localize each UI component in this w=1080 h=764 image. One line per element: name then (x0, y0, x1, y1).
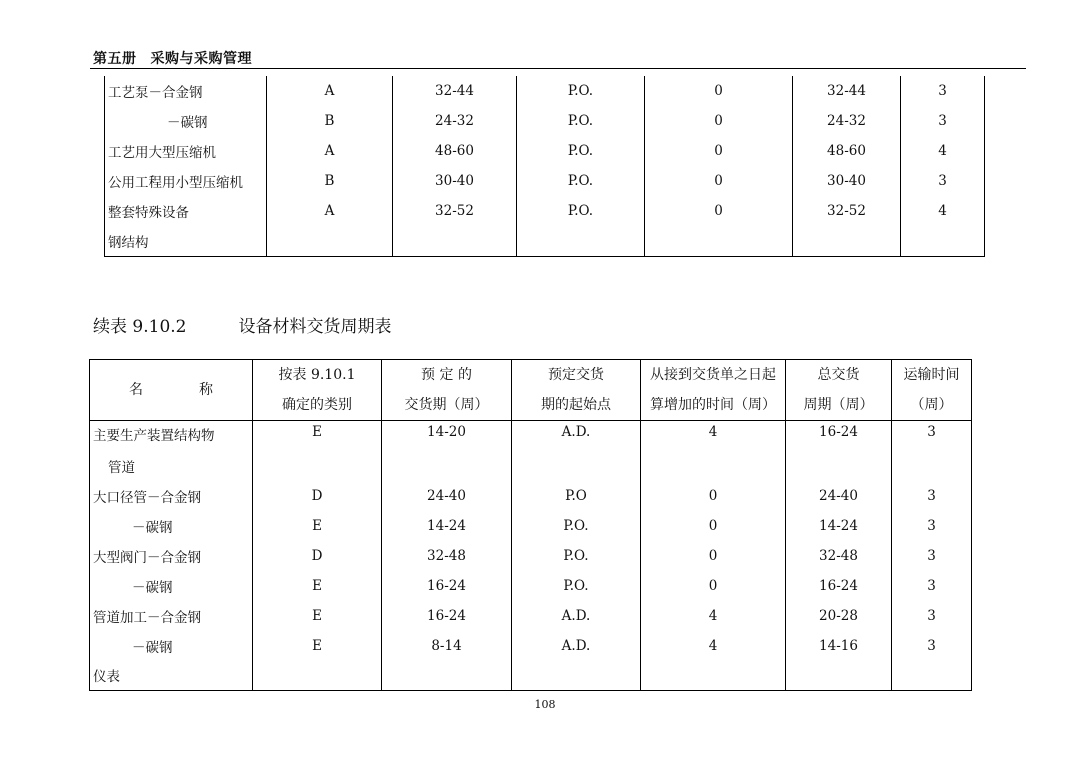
table-cell (641, 451, 786, 481)
table-cell (793, 226, 901, 256)
table-cell: 4 (901, 196, 985, 226)
table-cell: A (267, 196, 393, 226)
table-cell: E (253, 631, 382, 661)
table-cell: 32-52 (393, 196, 517, 226)
column-header (892, 360, 972, 421)
table-cell: P.O. (517, 106, 645, 136)
table-row (90, 421, 972, 451)
row-name-cell: －碳钢 (105, 106, 267, 136)
table-cell: 3 (892, 421, 972, 451)
table-caption (93, 312, 391, 337)
table-cell: P.O. (512, 511, 641, 541)
header-line: 算增加的时间（周） (650, 397, 776, 413)
table-cell: 14-20 (382, 421, 512, 451)
header-line: 期的起始点 (541, 397, 611, 413)
header-line: 预定交货 (548, 367, 604, 383)
table-cell: 4 (901, 136, 985, 166)
header-line: 周期（周） (803, 397, 874, 413)
table-row (90, 541, 972, 571)
table-row (90, 511, 972, 541)
table-cell (786, 451, 892, 481)
row-name-cell: 仪表 (90, 661, 253, 691)
table-cell: 16-24 (786, 421, 892, 451)
table-cell: 3 (892, 631, 972, 661)
table-cell (512, 661, 641, 691)
table-cell: 32-48 (786, 541, 892, 571)
table-cell (382, 661, 512, 691)
table-row (105, 106, 985, 136)
table-cell (901, 226, 985, 256)
table-cell: 8-14 (382, 631, 512, 661)
table-cell (267, 226, 393, 256)
row-name-cell: －碳钢 (90, 631, 253, 661)
table-cell: 24-40 (786, 481, 892, 511)
table-cell: B (267, 106, 393, 136)
header-line: 按表 9.10.1 (278, 367, 356, 383)
caption-title: 设备材料交货周期表 (238, 317, 392, 337)
table-row (105, 166, 985, 196)
row-name-cell: 公用工程用小型压缩机 (105, 166, 267, 196)
table-cell: 48-60 (793, 136, 901, 166)
table-cell: 0 (641, 481, 786, 511)
table-cell (253, 661, 382, 691)
table-row (90, 661, 972, 691)
header-line: 预 定 的 (421, 367, 472, 383)
continued-table (104, 76, 985, 257)
table-cell: D (253, 541, 382, 571)
header-rule (90, 68, 1026, 69)
row-name-cell: 大口径管－合金钢 (90, 481, 253, 511)
table-cell: A.D. (512, 421, 641, 451)
table-cell: 4 (641, 421, 786, 451)
row-name-cell: 整套特殊设备 (105, 196, 267, 226)
table-row (105, 136, 985, 166)
table-cell: 30-40 (393, 166, 517, 196)
row-name-cell: －碳钢 (90, 511, 253, 541)
header-line: （周） (910, 397, 953, 413)
row-name-cell: 管道 (90, 451, 253, 481)
table-cell (892, 451, 972, 481)
table-cell (645, 226, 793, 256)
table-cell: A (267, 76, 393, 106)
table-cell: D (253, 481, 382, 511)
table-cell: 20-28 (786, 601, 892, 631)
table-cell: 0 (645, 166, 793, 196)
table-cell: 48-60 (393, 136, 517, 166)
table-cell: 24-32 (393, 106, 517, 136)
table-cell: 4 (641, 631, 786, 661)
table-cell (517, 226, 645, 256)
column-header (641, 360, 786, 421)
table-cell: 24-40 (382, 481, 512, 511)
row-name-cell: 大型阀门－合金钢 (90, 541, 253, 571)
table-cell: 24-32 (793, 106, 901, 136)
table-cell: B (267, 166, 393, 196)
page-number: 108 (534, 698, 556, 711)
table-row (105, 76, 985, 106)
table-cell: 0 (641, 571, 786, 601)
volume-label: 第五册 (93, 51, 137, 67)
header-line: 总交货 (817, 367, 860, 383)
table-cell: P.O. (512, 571, 641, 601)
table-cell: E (253, 511, 382, 541)
table-cell (393, 226, 517, 256)
table-cell (786, 661, 892, 691)
table-cell: 3 (892, 541, 972, 571)
table-cell: 14-16 (786, 631, 892, 661)
column-header (382, 360, 512, 421)
table-cell: 3 (892, 481, 972, 511)
table-cell (253, 451, 382, 481)
table-cell: 3 (901, 76, 985, 106)
chapter-label: 采购与采购管理 (150, 51, 252, 67)
table-cell: 3 (892, 601, 972, 631)
row-name-cell: 管道加工－合金钢 (90, 601, 253, 631)
table-cell: 3 (892, 511, 972, 541)
table-cell: P.O (512, 481, 641, 511)
header-line: 交货期（周） (404, 397, 489, 413)
row-name-cell: 主要生产装置结构物 (90, 421, 253, 451)
table-cell: 3 (901, 166, 985, 196)
table-row (90, 631, 972, 661)
table-cell: 30-40 (793, 166, 901, 196)
table-cell: 16-24 (786, 571, 892, 601)
table-cell: P.O. (517, 136, 645, 166)
table-cell: P.O. (517, 196, 645, 226)
table-cell: 4 (641, 601, 786, 631)
header-line: 确定的类别 (282, 397, 352, 413)
table-cell: 16-24 (382, 571, 512, 601)
column-header (512, 360, 641, 421)
table-cell: 0 (641, 511, 786, 541)
table-cell: P.O. (517, 76, 645, 106)
table-cell (892, 661, 972, 691)
column-header (90, 360, 253, 421)
delivery-cycle-table (89, 359, 972, 691)
table-row (105, 196, 985, 226)
table-cell: 32-44 (793, 76, 901, 106)
table-cell: E (253, 421, 382, 451)
header-line: 运输时间 (903, 367, 960, 383)
table-cell: 3 (901, 106, 985, 136)
table-row (90, 481, 972, 511)
table-row (105, 226, 985, 256)
row-name-cell: －碳钢 (90, 571, 253, 601)
caption-label: 续表 9.10.2 (93, 317, 187, 337)
table-cell: P.O. (517, 166, 645, 196)
table-cell: 0 (645, 136, 793, 166)
row-name-cell: 钢结构 (105, 226, 267, 256)
column-header (253, 360, 382, 421)
table-cell: 0 (645, 106, 793, 136)
table-cell (512, 451, 641, 481)
row-name-cell: 工艺泵－合金钢 (105, 76, 267, 106)
header-line: 名 称 (129, 382, 213, 398)
table-cell: P.O. (512, 541, 641, 571)
table-cell: 16-24 (382, 601, 512, 631)
table-cell: 32-48 (382, 541, 512, 571)
table-cell: 32-52 (793, 196, 901, 226)
table-cell: A.D. (512, 631, 641, 661)
table-cell: A (267, 136, 393, 166)
table-cell (641, 661, 786, 691)
running-header (93, 48, 252, 68)
table-cell: 0 (641, 541, 786, 571)
column-header (786, 360, 892, 421)
table-cell: 3 (892, 571, 972, 601)
row-name-cell: 工艺用大型压缩机 (105, 136, 267, 166)
table-cell (382, 451, 512, 481)
table-cell: 32-44 (393, 76, 517, 106)
table-row (90, 571, 972, 601)
table-cell: E (253, 571, 382, 601)
table-row (90, 451, 972, 481)
table-cell: 14-24 (382, 511, 512, 541)
table-cell: A.D. (512, 601, 641, 631)
table-row (90, 601, 972, 631)
table-cell: 0 (645, 76, 793, 106)
table-cell: 14-24 (786, 511, 892, 541)
header-line: 从接到交货单之日起 (650, 367, 776, 383)
table-cell: 0 (645, 196, 793, 226)
table-cell: E (253, 601, 382, 631)
